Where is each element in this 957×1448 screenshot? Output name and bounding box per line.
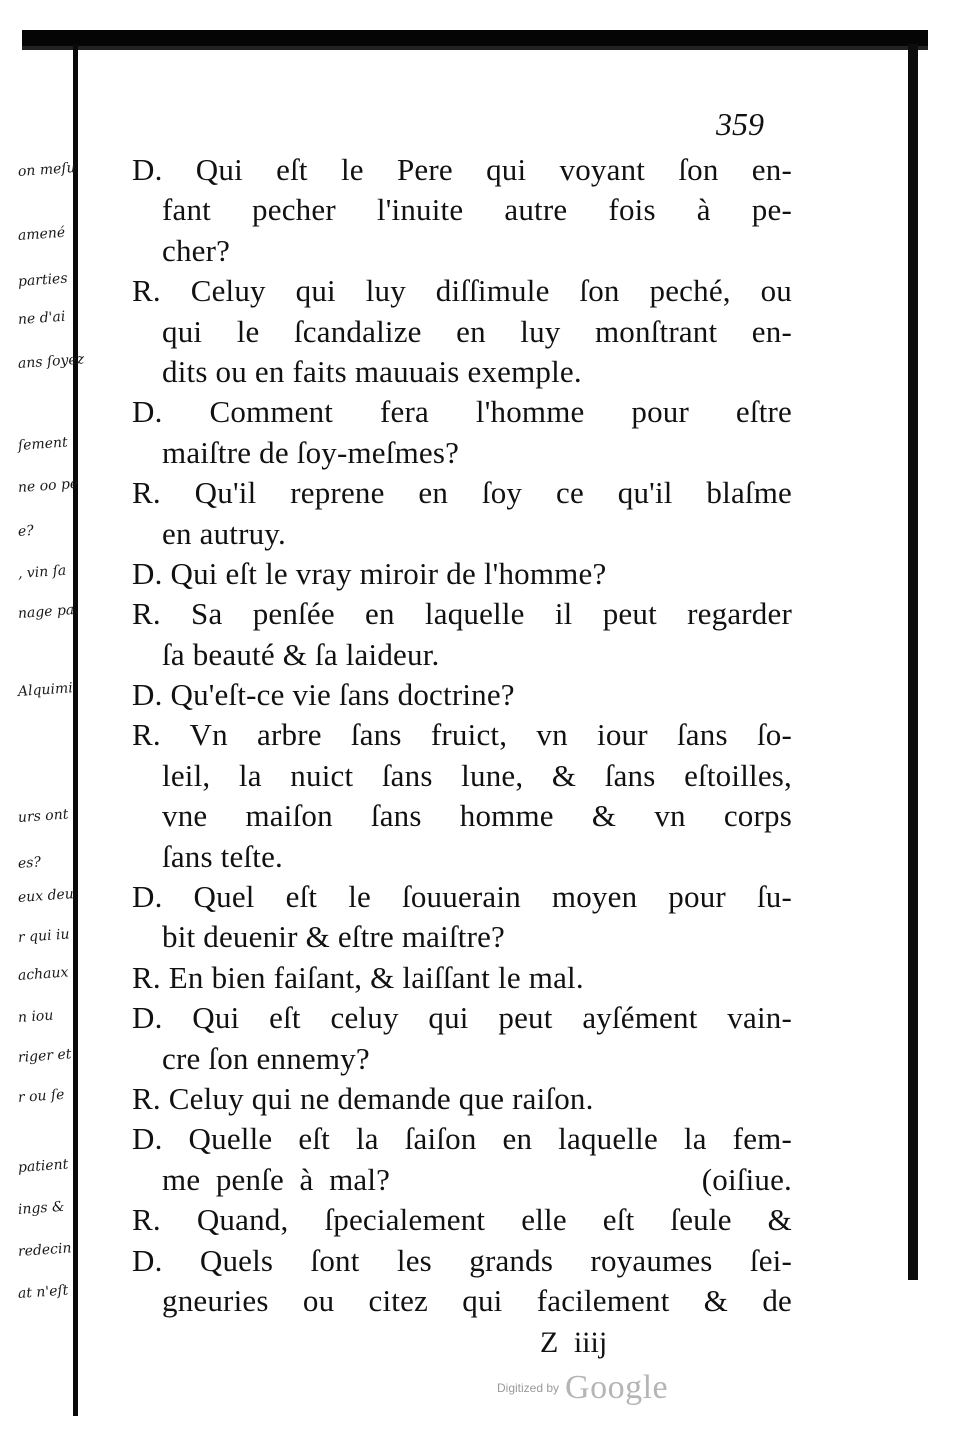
margin-fragment: ne oo pe (17, 475, 79, 496)
text-line: R. Celuy qui luy diſſimule ſon peché, ou (132, 273, 792, 309)
text-line: D. Quels ſont les grands royaumes ſei- (132, 1242, 792, 1278)
text-line: D. Comment fera l'homme pour eſtre (132, 394, 792, 430)
margin-fragment: e? (17, 522, 35, 540)
text-line: D. Qu'eſt-ce vie ſans doctrine? (132, 677, 515, 713)
margin-fragment: patient (17, 1156, 69, 1176)
text-line: D. Qui eſt celuy qui peut ayſément vain- (132, 1000, 792, 1036)
margin-fragment: redecin (17, 1240, 72, 1260)
margin-fragment: nage pa (17, 602, 75, 622)
margin-fragment: parties (17, 270, 69, 290)
margin-fragment: eux deu (17, 886, 75, 906)
text-line: cre ſon ennemy? (162, 1040, 370, 1076)
page-number: 359 (716, 106, 764, 142)
text-line: ſans teſte. (162, 838, 283, 874)
margin-fragment: r qui iu (17, 926, 70, 946)
text-line: R. Qu'il reprene en ſoy ce qu'il blaſme (132, 475, 792, 511)
text-line: cher? (162, 232, 231, 268)
text-line: R. Vn arbre ſans fruict, vn iour ſans ſo- (132, 717, 792, 753)
text-line: me penſe à mal? (oiſiue. (162, 1161, 792, 1197)
text-line: maiſtre de ſoy-meſmes? (162, 434, 460, 470)
text-line: bit deuenir & eſtre maiſtre? (162, 919, 506, 955)
text-line: en autruy. (162, 515, 286, 551)
margin-fragment: at n'eſt (17, 1282, 69, 1302)
margin-fragment: urs ont (17, 806, 69, 826)
top-border-rule (22, 30, 928, 46)
text-line: D. Quel eſt le ſouuerain moyen pour ſu- (132, 879, 792, 915)
text-line: dits ou en faits mauuais exemple. (162, 353, 582, 389)
margin-fragment: amené (17, 224, 66, 244)
margin-fragment: ſement (17, 434, 69, 454)
text-line: R. Quand, ſpecialement elle eſt ſeule & (132, 1202, 792, 1238)
text-line: D. Qui eſt le Pere qui voyant ſon en- (132, 152, 792, 187)
facing-page-margin-fragments (17, 150, 85, 1330)
google-logo: Google (565, 1369, 669, 1406)
margin-fragment: ans ſoyez (17, 351, 85, 372)
text-line: ſa beauté & ſa laideur. (162, 636, 440, 672)
signature-mark: Z iiij (540, 1326, 608, 1359)
body-text (132, 150, 792, 1321)
digitized-label: Digitized by (497, 1381, 560, 1395)
text-line: D. Quelle eſt la ſaiſon en laquelle la fem- (132, 1121, 792, 1157)
margin-fragment: ne d'ai (17, 308, 66, 328)
text-line: qui le ſcandalize en luy monſtrant en- (162, 313, 792, 349)
top-border-rule-thin (22, 46, 928, 50)
text-line: R. Celuy qui ne demande que raiſon. (132, 1080, 594, 1116)
digitized-watermark (497, 1368, 668, 1408)
right-page-edge (908, 44, 918, 1280)
margin-fragment: r ou ſe (17, 1086, 65, 1106)
text-line: gneuries ou citez qui facilement & de (162, 1282, 792, 1318)
text-line: D. Qui eſt le vray miroir de l'homme? (132, 555, 607, 591)
margin-fragment: on meſu (17, 159, 77, 180)
margin-fragment: ings & (17, 1198, 66, 1218)
margin-fragment: , vin ſa (17, 562, 67, 582)
text-line: R. Sa penſée en laquelle il peut regarder (132, 596, 792, 632)
text-line: fant pecher l'inuite autre fois à pe- (162, 192, 792, 228)
text-line: R. En bien faiſant, & laiſſant le mal. (132, 959, 584, 995)
margin-fragment: Alquimi (17, 680, 74, 700)
text-line: leil, la nuict ſans lune, & ſans eſtoilles, (162, 757, 792, 793)
text-line: vne maiſon ſans homme & vn corps (162, 798, 792, 834)
margin-fragment: riger et (17, 1046, 72, 1066)
margin-fragment: es? (17, 854, 42, 872)
margin-fragment: n iou (17, 1007, 54, 1026)
margin-fragment: achaux (17, 964, 69, 984)
